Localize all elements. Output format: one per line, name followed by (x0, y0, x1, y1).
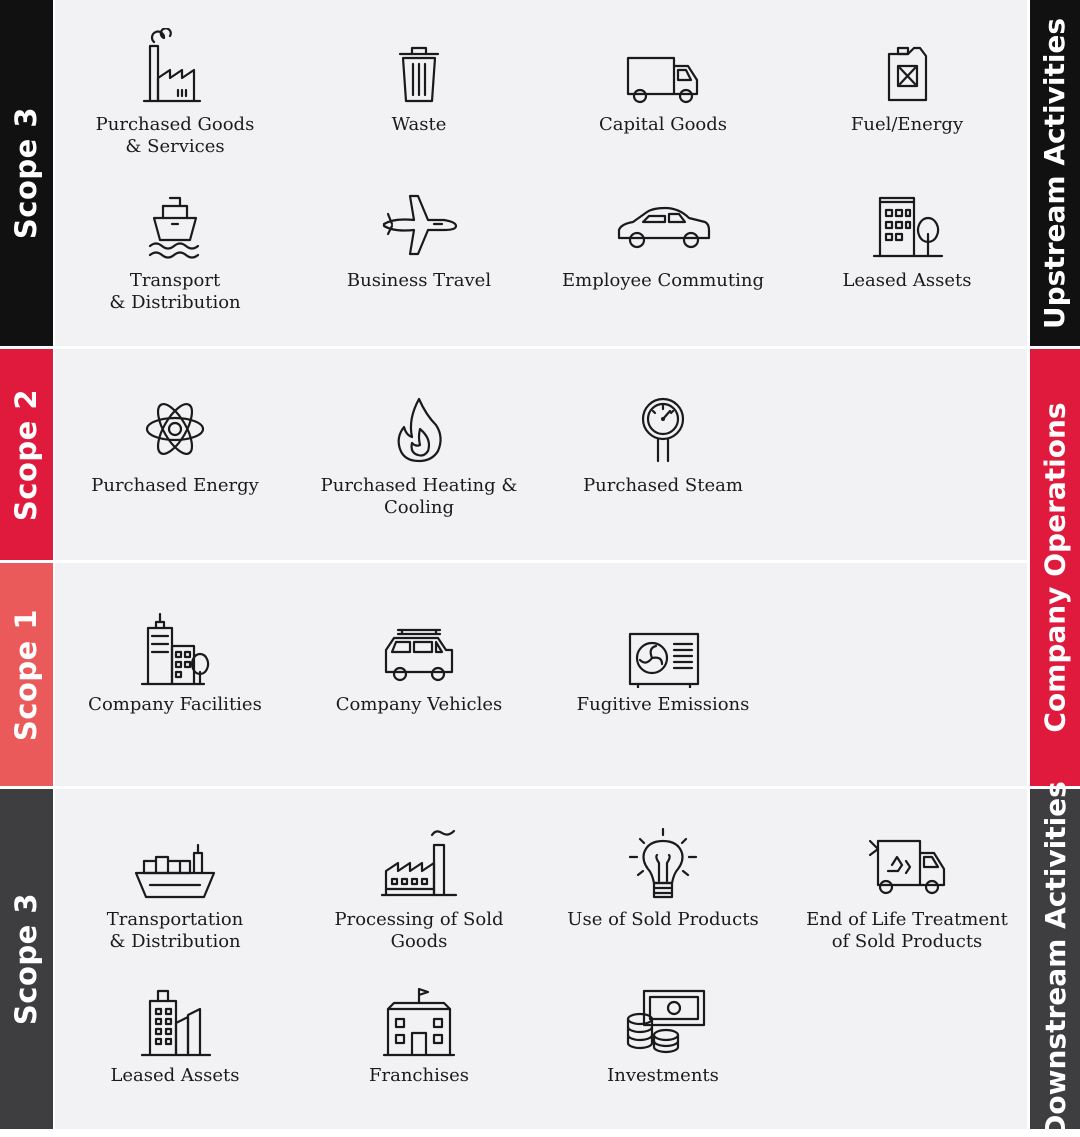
ac-unit-icon (618, 608, 708, 688)
ship-icon (130, 184, 220, 264)
item-company-facilities (60, 608, 290, 716)
upstream-activities-label: Upstream Activities (1038, 17, 1072, 329)
item-label: Waste (391, 114, 447, 135)
item-investments (548, 979, 778, 1087)
scope2-band (0, 349, 53, 560)
item-employee-commuting (548, 184, 778, 292)
item-processing-sold-goods (304, 823, 534, 953)
item-purchased-heating-cooling (304, 389, 534, 519)
car-icon (611, 184, 715, 264)
lightbulb-icon (618, 823, 708, 903)
item-label: Leased Assets (110, 1065, 240, 1086)
item-label: Employee Commuting (562, 270, 764, 291)
factory-icon (130, 28, 220, 108)
item-label: Transport & Distribution (109, 270, 241, 313)
cargo-ship-icon (130, 823, 220, 903)
factory-smoke-icon (374, 823, 464, 903)
recycling-truck-icon (862, 823, 952, 903)
item-transport-distribution (60, 184, 290, 314)
item-label: Purchased Steam (583, 475, 743, 496)
airplane-icon (374, 184, 464, 264)
item-purchased-steam (548, 389, 778, 497)
company-operations-label: Company Operations (1038, 402, 1072, 733)
fuel-can-icon (862, 28, 952, 108)
city-buildings-icon (130, 979, 220, 1059)
item-purchased-energy (60, 389, 290, 497)
downstream-activities-band (1030, 780, 1080, 1137)
van-icon (374, 608, 464, 688)
item-label: Purchased Goods & Services (95, 114, 255, 157)
item-label: Fugitive Emissions (576, 694, 750, 715)
item-business-travel (304, 184, 534, 292)
scope3-upstream-band (0, 0, 53, 346)
item-label: Business Travel (346, 270, 492, 291)
trash-icon (374, 28, 464, 108)
item-fugitive-emissions (548, 608, 778, 716)
item-label: Purchased Energy (91, 475, 259, 496)
downstream-activities-label: Downstream Activities (1038, 780, 1072, 1137)
item-leased-assets-downstream (60, 979, 290, 1087)
building-tree-icon (862, 184, 952, 264)
truck-icon (618, 28, 708, 108)
scope1-label: Scope 1 (9, 608, 44, 741)
office-building-icon (130, 608, 220, 688)
item-label: Fuel/Energy (850, 114, 964, 135)
item-waste (304, 28, 534, 136)
item-label: Company Facilities (88, 694, 262, 715)
item-franchises (304, 979, 534, 1087)
item-label: Transportation & Distribution (106, 909, 244, 952)
money-coins-icon (618, 979, 708, 1059)
item-label: Investments (607, 1065, 719, 1086)
item-transportation-distribution (60, 823, 290, 953)
scope1-band (0, 563, 53, 786)
pressure-gauge-icon (618, 389, 708, 469)
item-label: Purchased Heating & Cooling (320, 475, 518, 518)
item-fuel-energy (792, 28, 1022, 136)
item-purchased-goods (60, 28, 290, 158)
item-leased-assets-upstream (792, 184, 1022, 292)
item-label: Leased Assets (842, 270, 972, 291)
scope3-downstream-label: Scope 3 (9, 892, 44, 1026)
item-end-of-life (792, 823, 1022, 953)
item-label: End of Life Treatment of Sold Products (806, 909, 1008, 952)
scope3-downstream-band (0, 789, 53, 1129)
item-label: Franchises (369, 1065, 469, 1086)
item-label: Capital Goods (598, 114, 728, 135)
atom-icon (130, 389, 220, 469)
upstream-activities-band (1030, 0, 1080, 346)
company-operations-band (1030, 349, 1080, 786)
item-label: Use of Sold Products (567, 909, 759, 930)
item-label: Company Vehicles (335, 694, 503, 715)
storefront-icon (374, 979, 464, 1059)
scope3-upstream-label: Scope 3 (9, 106, 44, 240)
scope2-label: Scope 2 (9, 388, 44, 521)
item-label: Processing of Sold Goods (334, 909, 504, 952)
item-capital-goods (548, 28, 778, 136)
flame-icon (374, 389, 464, 469)
item-company-vehicles (304, 608, 534, 716)
item-use-sold-products (548, 823, 778, 931)
